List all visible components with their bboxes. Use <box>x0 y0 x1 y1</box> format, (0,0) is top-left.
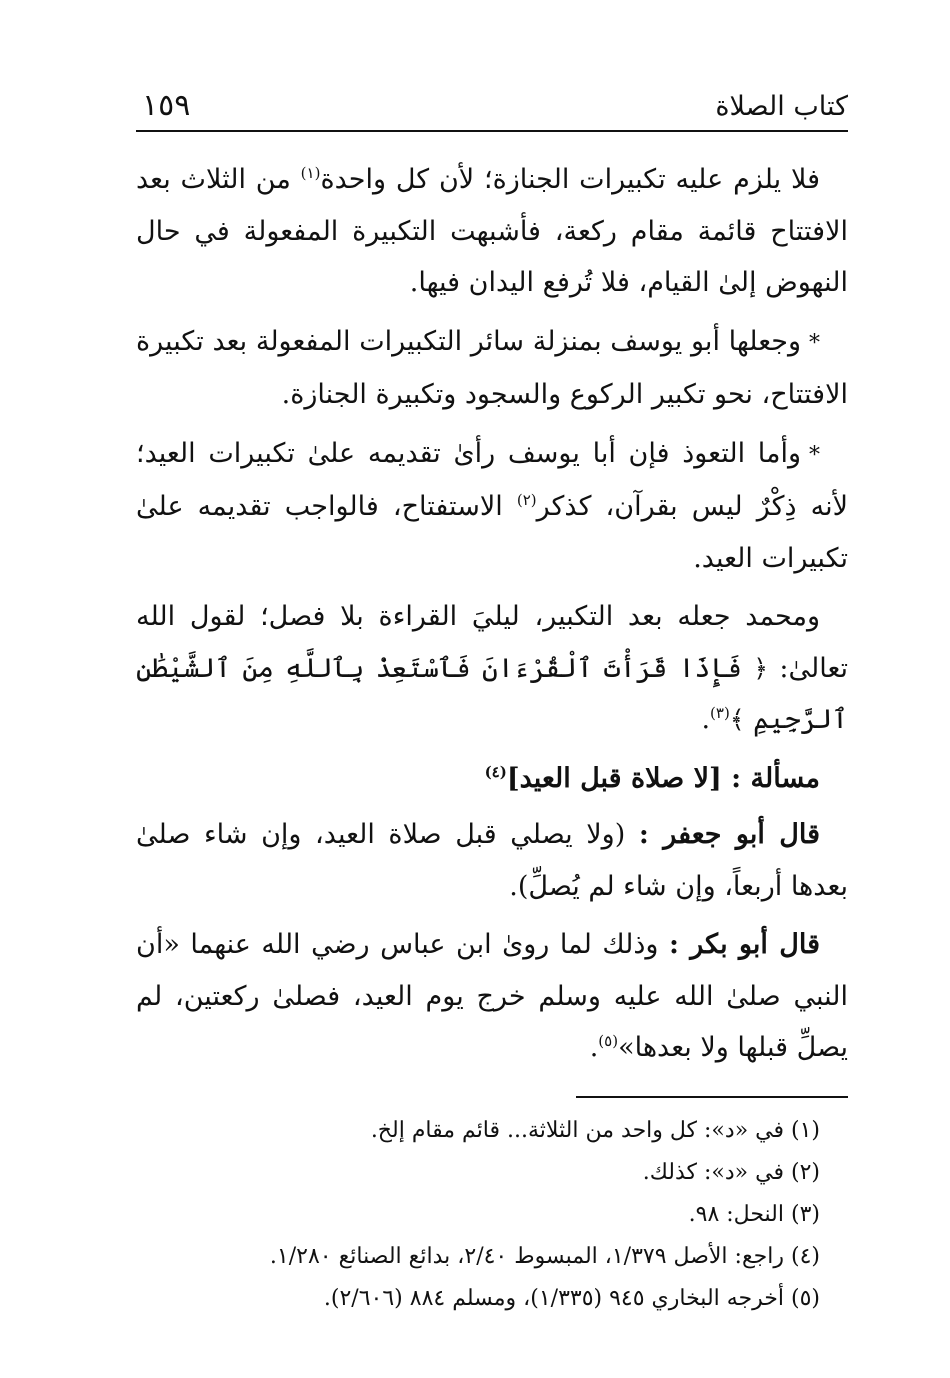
footnote-3: (٣) النحل: ٩٨. <box>688 1201 820 1227</box>
paragraph-4-end: . <box>701 704 711 735</box>
book-page <box>136 86 848 1326</box>
footnote-marker-4[interactable]: (٤) <box>484 762 507 781</box>
paragraph-2 <box>136 316 848 421</box>
footnote-marker-2[interactable]: (٢) <box>516 491 537 509</box>
footnote-marker-5[interactable]: (٥) <box>598 1032 619 1050</box>
footnote-2: (٢) في «د»: كذلك. <box>642 1159 820 1185</box>
star-marker: * <box>809 330 820 356</box>
footnote-marker-1[interactable]: (١) <box>300 164 321 182</box>
star-marker: * <box>809 442 820 468</box>
footnote-separator <box>576 1096 848 1098</box>
paragraph-5 <box>136 809 848 912</box>
footnotes <box>136 1110 848 1320</box>
quran-close-bracket: ﴾ <box>729 705 745 734</box>
speaker-label: قال أبو جعفر : <box>638 819 821 850</box>
paragraph-1-text-a: فلا يلزم عليه تكبيرات الجنازة؛ لأن كل واحدة <box>320 164 820 195</box>
footnote-5: (٥) أخرجه البخاري ٩٤٥ (١/٣٣٥)، ومسلم ٨٨٤ (٢/٦٠٦). <box>323 1285 820 1311</box>
quran-open-bracket: ﴿ <box>753 653 769 683</box>
page-header <box>136 86 848 132</box>
footnote-1: (١) في «د»: كل واحد من الثلاثة... قائم مقام إلخ. <box>370 1117 820 1143</box>
main-text <box>136 154 848 1074</box>
paragraph-3-text-a: وأما التعوذ فإن أبا يوسف رأىٰ تقديمه علىٰ تكبيرات العيد؛ لأنه ذِكْرٌ ليس بقرآن، كذكر <box>136 437 848 522</box>
paragraph-2-text: وجعلها أبو يوسف بمنزلة سائر التكبيرات المفعولة بعد تكبيرة الافتتاح، نحو تكبير الركوع والسجود وتكبيرة الجنازة. <box>136 325 848 410</box>
paragraph-4 <box>136 591 848 746</box>
paragraph-3-text-b: الاستفتاح، فالواجب تقديمه علىٰ تكبيرات العيد. <box>136 491 848 574</box>
footnote-4: (٤) راجع: الأصل ١/٣٧٩، المبسوط ٢/٤٠، بدائع الصنائع ١/٢٨٠. <box>269 1243 820 1269</box>
paragraph-6-text: وذلك لما روىٰ ابن عباس رضي الله عنهما «أن النبي صلىٰ الله عليه وسلم خرج يوم العيد، فصلىٰ ركعتين، لم يصلِّ قبلها ولا بعدها» <box>136 929 848 1063</box>
section-title <box>136 753 848 805</box>
paragraph-1-text-b: من الثلاث بعد الافتتاح قائمة مقام ركعة، فأشبهت التكبيرة المفعولة في حال النهوض إلىٰ القيام، فلا تُرفع اليدان فيها. <box>136 164 848 298</box>
paragraph-6 <box>136 919 848 1074</box>
paragraph-3 <box>136 428 848 585</box>
footnote-marker-3[interactable]: (٣) <box>710 704 730 722</box>
paragraph-1 <box>136 154 848 309</box>
section-title-text: مسألة : [لا صلاة قبل العيد] <box>506 762 820 794</box>
quran-verse: فَإِذَا قَرَأْتَ ٱلْقُرْءَانَ فَٱسْتَعِذْ بِٱللَّهِ مِنَ ٱلشَّيْطَٰنِ ٱلرَّجِيمِ <box>136 652 848 735</box>
running-title: كتاب الصلاة <box>715 91 848 122</box>
paragraph-5-text: (ولا يصلي قبل صلاة العيد، وإن شاء صلىٰ بعدها أربعاً، وإن شاء لم يُصلِّ). <box>136 819 848 902</box>
page-number: ١٥٩ <box>142 88 191 123</box>
paragraph-4-text: ومحمد جعله بعد التكبير، ليليَ القراءة بلا فصل؛ لقول الله تعالىٰ: <box>136 601 848 684</box>
paragraph-6-end: . <box>589 1032 599 1063</box>
speaker-label: قال أبو بكر : <box>668 929 820 960</box>
